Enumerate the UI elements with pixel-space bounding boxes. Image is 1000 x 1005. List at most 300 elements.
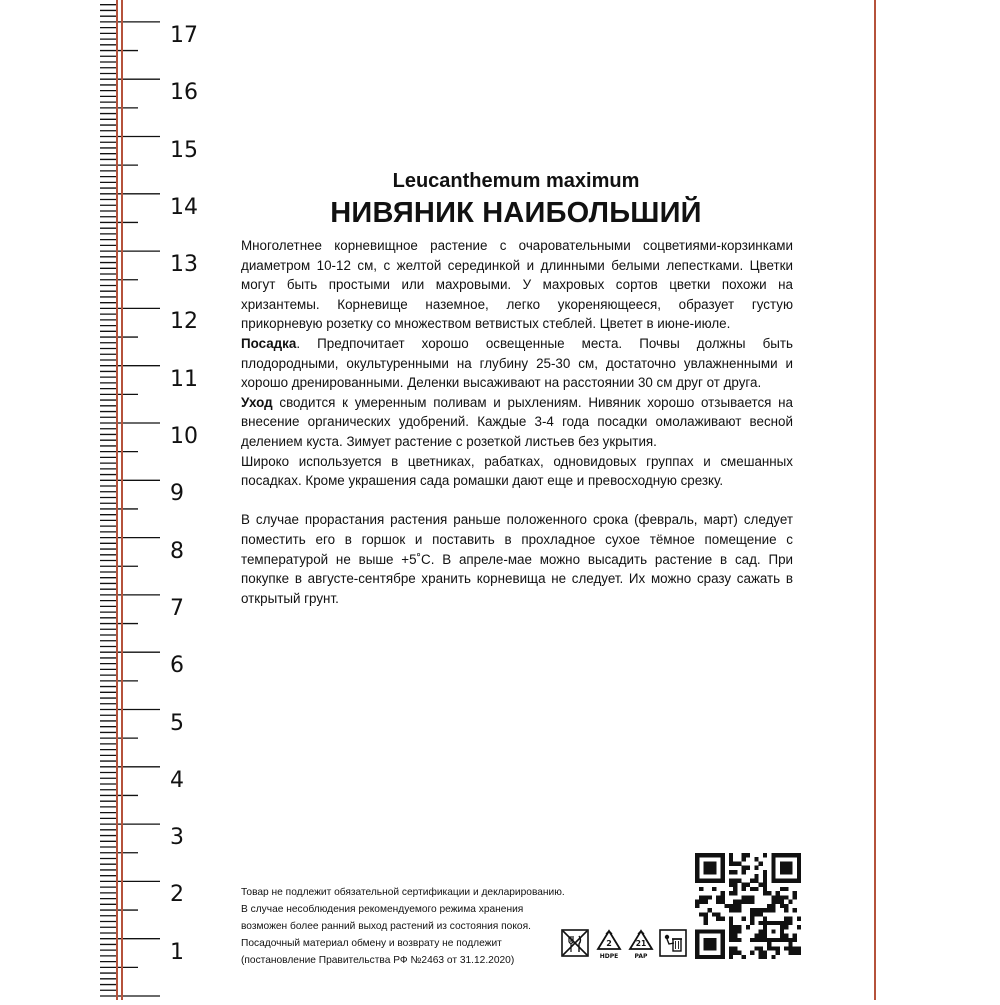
qr-module	[712, 861, 716, 865]
qr-module	[754, 866, 758, 870]
qr-module	[695, 904, 699, 908]
ruler-number: 7	[170, 595, 184, 621]
qr-module	[797, 853, 801, 857]
qr-module	[720, 900, 724, 904]
qr-module	[720, 942, 724, 946]
ruler-number: 16	[170, 80, 198, 106]
pap-label: PAP	[634, 953, 648, 960]
hdpe-recycle-icon	[594, 928, 624, 960]
qr-module	[742, 883, 746, 887]
qr-module	[712, 942, 716, 946]
qr-module	[780, 878, 784, 882]
qr-module	[733, 904, 737, 908]
qr-module	[699, 887, 703, 891]
qr-module	[763, 929, 767, 933]
qr-module	[788, 921, 792, 925]
qr-module	[703, 946, 707, 950]
qr-module	[737, 938, 741, 942]
qr-module	[716, 900, 720, 904]
ruler-number: 5	[170, 710, 184, 736]
qr-module	[720, 934, 724, 938]
qr-module	[720, 857, 724, 861]
qr-module	[784, 870, 788, 874]
qr-module	[742, 866, 746, 870]
qr-module	[720, 895, 724, 899]
qr-module	[695, 870, 699, 874]
qr-module	[699, 912, 703, 916]
qr-module	[712, 870, 716, 874]
qr-module	[746, 853, 750, 857]
qr-module	[784, 887, 788, 891]
qr-module	[750, 912, 754, 916]
qr-module	[759, 934, 763, 938]
qr-module	[780, 866, 784, 870]
planting-label: Посадка	[241, 335, 297, 351]
qr-module	[788, 951, 792, 955]
edge-line	[874, 0, 876, 1000]
care-paragraph	[241, 393, 793, 452]
qr-module	[725, 904, 729, 908]
qr-module	[763, 925, 767, 929]
qr-module	[750, 921, 754, 925]
qr-module	[750, 900, 754, 904]
qr-module	[771, 861, 775, 865]
qr-module	[737, 925, 741, 929]
qr-module	[763, 878, 767, 882]
qr-module	[703, 917, 707, 921]
qr-module	[750, 887, 754, 891]
qr-module	[763, 938, 767, 942]
qr-module	[742, 895, 746, 899]
qr-module	[763, 934, 767, 938]
qr-module	[788, 870, 792, 874]
qr-module	[708, 870, 712, 874]
qr-module	[703, 938, 707, 942]
qr-module	[695, 874, 699, 878]
qr-module	[737, 861, 741, 865]
qr-module	[733, 925, 737, 929]
qr-module	[763, 891, 767, 895]
qr-module	[776, 900, 780, 904]
care-text: сводится к умеренным поливам и рыхлениям. Нивяник хорошо отзывается на внесение органических удобрений. Каждые 3-4 года посадки омолаживают весной делением куста. Зимует растение с розеткой листьев без укрытия.	[241, 394, 793, 449]
qr-module	[797, 878, 801, 882]
qr-module	[754, 938, 758, 942]
qr-module	[708, 908, 712, 912]
qr-module	[695, 878, 699, 882]
qr-module	[788, 946, 792, 950]
qr-module	[759, 938, 763, 942]
legal-line: возможен более ранний выход растений из состояния покоя.	[241, 921, 531, 932]
qr-module	[763, 921, 767, 925]
qr-module	[776, 895, 780, 899]
qr-module	[737, 900, 741, 904]
qr-module	[754, 878, 758, 882]
qr-module	[729, 908, 733, 912]
qr-module	[780, 895, 784, 899]
qr-module	[754, 946, 758, 950]
qr-module	[784, 895, 788, 899]
qr-module	[771, 874, 775, 878]
qr-module	[729, 870, 733, 874]
qr-module	[771, 870, 775, 874]
qr-module	[788, 900, 792, 904]
qr-module	[788, 861, 792, 865]
paragraph-gap	[241, 491, 793, 511]
qr-module	[784, 921, 788, 925]
qr-module	[754, 908, 758, 912]
qr-module	[703, 929, 707, 933]
ruler-number: 3	[170, 825, 184, 851]
qr-module	[729, 861, 733, 865]
qr-module	[788, 938, 792, 942]
qr-module	[737, 929, 741, 933]
qr-module	[750, 938, 754, 942]
ruler-number: 15	[170, 137, 198, 163]
qr-module	[729, 921, 733, 925]
qr-module	[793, 895, 797, 899]
qr-module	[720, 917, 724, 921]
qr-module	[750, 951, 754, 955]
qr-module	[763, 917, 767, 921]
qr-module	[733, 891, 737, 895]
qr-module	[699, 929, 703, 933]
qr-module	[737, 878, 741, 882]
qr-module	[716, 955, 720, 959]
qr-module	[788, 878, 792, 882]
qr-module	[712, 878, 716, 882]
qr-module	[771, 900, 775, 904]
qr-module	[784, 934, 788, 938]
qr-module	[712, 938, 716, 942]
qr-module	[754, 857, 758, 861]
qr-module	[793, 891, 797, 895]
qr-module	[703, 955, 707, 959]
qr-module	[742, 857, 746, 861]
qr-module	[733, 878, 737, 882]
qr-module	[788, 942, 792, 946]
usage-paragraph: Широко используется в цветниках, рабатках, одновидовых группах и смешанных посадках. Кроме украшения сада ромашки дают еще и превосходную срезку.	[241, 453, 793, 489]
qr-module	[733, 908, 737, 912]
description	[241, 236, 793, 608]
qr-code-icon	[695, 853, 801, 959]
qr-module	[720, 861, 724, 865]
qr-module	[750, 878, 754, 882]
qr-module	[720, 878, 724, 882]
qr-module	[733, 934, 737, 938]
qr-module	[771, 895, 775, 899]
qr-module	[754, 887, 758, 891]
qr-module	[776, 951, 780, 955]
qr-module	[703, 866, 707, 870]
qr-module	[699, 878, 703, 882]
qr-module	[716, 917, 720, 921]
qr-module	[695, 934, 699, 938]
qr-module	[797, 946, 801, 950]
hdpe-label: HDPE	[599, 953, 619, 960]
qr-module	[720, 853, 724, 857]
qr-module	[708, 861, 712, 865]
qr-module	[780, 929, 784, 933]
qr-module	[759, 912, 763, 916]
qr-module	[767, 921, 771, 925]
qr-module	[793, 878, 797, 882]
qr-module	[763, 951, 767, 955]
hdpe-number: 2	[606, 939, 612, 948]
qr-module	[742, 870, 746, 874]
qr-module	[750, 908, 754, 912]
qr-module	[729, 857, 733, 861]
latin-name: Leucanthemum maximum	[392, 170, 640, 192]
intro-paragraph: Многолетнее корневищное растение с очаровательными соцветиями-корзинками диаметром 10-12 см, с желтой серединкой и длинными белыми лепестками. Цветки могут быть простыми или махровыми. У махровых сортов цветки похожи на хризантемы. Корневище наземное, легко укореняющееся, образует густую прикорневую розетку со множеством ветвистых стеблей. Цветет в июне-июле.	[241, 238, 793, 332]
qr-module	[720, 866, 724, 870]
qr-module	[784, 925, 788, 929]
qr-module	[793, 938, 797, 942]
qr-module	[763, 870, 767, 874]
qr-module	[780, 853, 784, 857]
qr-module	[767, 942, 771, 946]
storage-paragraph: В случае прорастания растения раньше положенного срока (февраль, март) следует поместить его в горшок и поставить в прохладное сухое тёмное помещение с температурой не выше +5˚С. В апреле-мае можно высадить растение в сад. При покупке в августе-сентябре хранить корневища не следует. Их можно сразу сажать в открытый грунт.	[241, 512, 793, 606]
qr-module	[788, 853, 792, 857]
qr-module	[703, 895, 707, 899]
qr-module	[763, 908, 767, 912]
qr-module	[759, 929, 763, 933]
qr-module	[712, 946, 716, 950]
qr-module	[776, 938, 780, 942]
qr-module	[776, 921, 780, 925]
qr-module	[695, 929, 699, 933]
qr-module	[776, 891, 780, 895]
qr-module	[771, 853, 775, 857]
qr-module	[733, 946, 737, 950]
qr-module	[737, 908, 741, 912]
qr-module	[699, 955, 703, 959]
qr-module	[763, 883, 767, 887]
qr-module	[771, 955, 775, 959]
qr-module	[716, 853, 720, 857]
qr-module	[703, 900, 707, 904]
qr-module	[712, 955, 716, 959]
qr-module	[759, 951, 763, 955]
qr-module	[712, 887, 716, 891]
qr-module	[767, 946, 771, 950]
qr-module	[729, 929, 733, 933]
qr-module	[729, 904, 733, 908]
qr-module	[720, 874, 724, 878]
qr-module	[771, 921, 775, 925]
planting-paragraph	[241, 334, 793, 393]
qr-module	[708, 929, 712, 933]
qr-module	[695, 955, 699, 959]
qr-module	[699, 853, 703, 857]
trash-bin-icon	[658, 928, 688, 960]
qr-module	[708, 878, 712, 882]
qr-module	[759, 955, 763, 959]
qr-module	[750, 917, 754, 921]
qr-module	[754, 912, 758, 916]
not-for-food-icon	[560, 928, 590, 960]
qr-module	[746, 895, 750, 899]
ruler-number: 14	[170, 194, 198, 220]
page-title: НИВЯНИК НАИБОЛЬШИЙ	[330, 197, 702, 229]
qr-module	[793, 908, 797, 912]
qr-module	[742, 900, 746, 904]
qr-module	[703, 921, 707, 925]
ruler-number: 13	[170, 252, 198, 278]
qr-module	[716, 878, 720, 882]
ruler-number: 1	[170, 939, 184, 965]
qr-module	[788, 866, 792, 870]
legal-line: Посадочный материал обмену и возврату не подлежит	[241, 938, 502, 949]
qr-module	[750, 895, 754, 899]
qr-module	[793, 946, 797, 950]
qr-module	[771, 929, 775, 933]
qr-module	[716, 912, 720, 916]
qr-module	[695, 942, 699, 946]
qr-module	[733, 951, 737, 955]
qr-module	[712, 853, 716, 857]
qr-module	[695, 857, 699, 861]
qr-module	[733, 900, 737, 904]
ruler-number: 17	[170, 22, 198, 48]
qr-module	[720, 951, 724, 955]
qr-module	[797, 951, 801, 955]
qr-module	[780, 870, 784, 874]
qr-module	[784, 853, 788, 857]
ruler	[0, 0, 200, 1000]
qr-module	[759, 861, 763, 865]
qr-module	[742, 853, 746, 857]
qr-module	[708, 946, 712, 950]
ruler-number: 9	[170, 481, 184, 507]
qr-module	[797, 874, 801, 878]
qr-module	[776, 853, 780, 857]
qr-module	[695, 853, 699, 857]
qr-module	[759, 908, 763, 912]
qr-module	[699, 895, 703, 899]
qr-module	[729, 955, 733, 959]
qr-module	[771, 904, 775, 908]
qr-module	[780, 861, 784, 865]
qr-module	[716, 929, 720, 933]
qr-module	[729, 917, 733, 921]
qr-module	[729, 878, 733, 882]
planting-text: . Предпочитает хорошо освещенные места. Почвы должны быть плодородными, окультуренными на глубину 25-30 см, достаточно увлажненными и хорошо дренированными. Деленки высаживают на расстоянии 30 см друг от друга.	[241, 335, 793, 391]
qr-module	[797, 917, 801, 921]
qr-module	[729, 891, 733, 895]
qr-module	[712, 866, 716, 870]
qr-module	[793, 934, 797, 938]
qr-module	[720, 938, 724, 942]
qr-module	[729, 946, 733, 950]
qr-module	[767, 938, 771, 942]
qr-module	[733, 861, 737, 865]
qr-module	[742, 917, 746, 921]
qr-module	[771, 878, 775, 882]
qr-module	[754, 874, 758, 878]
legal-line: Товар не подлежит обязательной сертификации и декларированию.	[241, 887, 565, 898]
qr-module	[729, 934, 733, 938]
qr-module	[767, 908, 771, 912]
qr-module	[793, 951, 797, 955]
qr-module	[797, 861, 801, 865]
qr-module	[720, 891, 724, 895]
qr-module	[763, 874, 767, 878]
qr-module	[708, 853, 712, 857]
qr-module	[771, 857, 775, 861]
care-label: Уход	[241, 394, 273, 410]
qr-module	[780, 921, 784, 925]
qr-module	[703, 861, 707, 865]
qr-module	[763, 887, 767, 891]
qr-module	[746, 900, 750, 904]
qr-module	[771, 866, 775, 870]
legal-line: (постановление Правительства РФ №2463 от 31.12.2020)	[241, 955, 515, 966]
qr-module	[759, 946, 763, 950]
ruler-number: 8	[170, 538, 184, 564]
ruler-number: 6	[170, 653, 184, 679]
qr-module	[767, 891, 771, 895]
qr-module	[759, 921, 763, 925]
qr-module	[720, 870, 724, 874]
qr-module	[708, 942, 712, 946]
qr-module	[759, 883, 763, 887]
ruler-line-right	[121, 0, 123, 1000]
qr-module	[712, 929, 716, 933]
qr-module	[797, 925, 801, 929]
qr-module	[784, 861, 788, 865]
ruler-number: 10	[170, 424, 198, 449]
qr-module	[742, 955, 746, 959]
qr-module	[767, 904, 771, 908]
qr-module	[695, 866, 699, 870]
qr-module	[742, 887, 746, 891]
qr-module	[729, 925, 733, 929]
qr-module	[716, 895, 720, 899]
qr-module	[763, 853, 767, 857]
qr-module	[784, 904, 788, 908]
qr-module	[763, 955, 767, 959]
qr-module	[780, 925, 784, 929]
qr-module	[788, 917, 792, 921]
qr-module	[793, 853, 797, 857]
qr-module	[703, 878, 707, 882]
qr-module	[746, 883, 750, 887]
qr-module	[729, 853, 733, 857]
qr-module	[780, 938, 784, 942]
qr-module	[712, 912, 716, 916]
qr-module	[771, 908, 775, 912]
qr-module	[703, 870, 707, 874]
qr-module	[695, 900, 699, 904]
qr-module	[733, 887, 737, 891]
qr-module	[784, 866, 788, 870]
qr-module	[733, 938, 737, 942]
qr-module	[784, 878, 788, 882]
pap-number: 21	[635, 939, 647, 948]
qr-module	[720, 929, 724, 933]
qr-module	[771, 946, 775, 950]
qr-module	[737, 904, 741, 908]
qr-module	[733, 883, 737, 887]
qr-module	[797, 857, 801, 861]
qr-module	[708, 895, 712, 899]
qr-module	[720, 946, 724, 950]
qr-module	[771, 938, 775, 942]
qr-module	[784, 917, 788, 921]
qr-module	[780, 887, 784, 891]
ruler-number: 11	[170, 366, 198, 392]
qr-module	[737, 951, 741, 955]
